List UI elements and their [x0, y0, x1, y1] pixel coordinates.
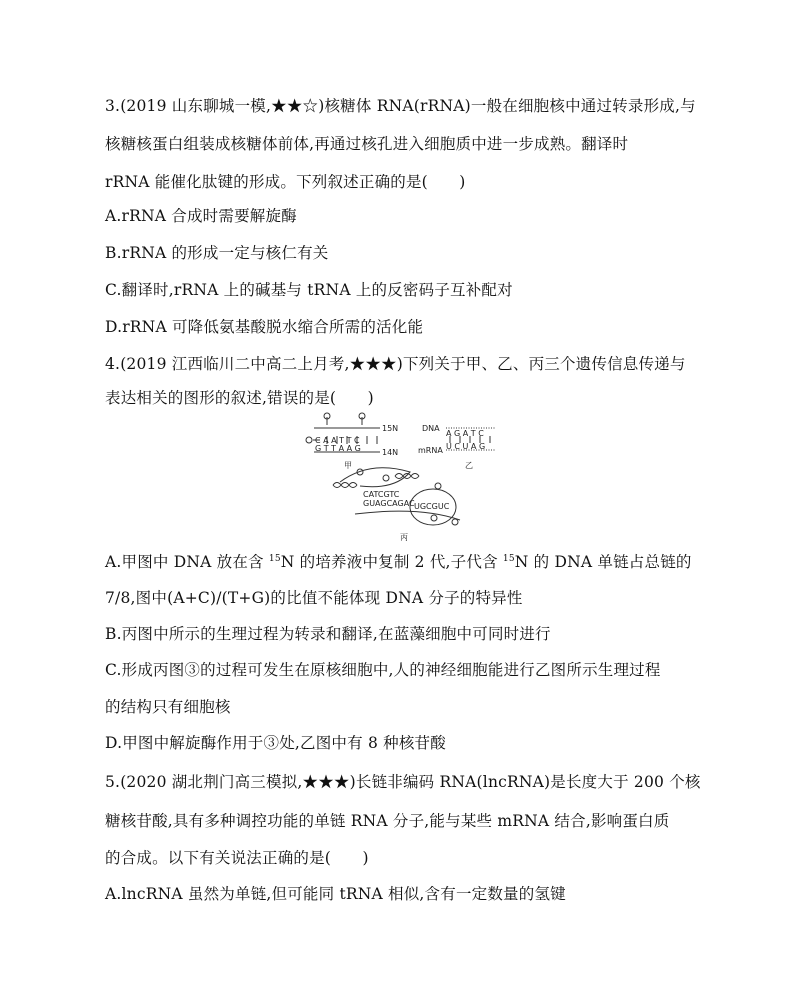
q3-stem-line-3: rRNA 能催化肽键的形成。下列叙述正确的是( ): [105, 173, 466, 191]
jia-bottom-strand: G T T A A G: [315, 444, 361, 453]
q5-option-a: A.lncRNA 虽然为单链,但可能同 tRNA 相似,含有一定数量的氢键: [105, 885, 566, 903]
bing-seq2: GUAGCAGAC: [363, 499, 415, 508]
q4-option-b: B.丙图中所示的生理过程为转录和翻译,在蓝藻细胞中可同时进行: [105, 625, 551, 643]
yi-mrna-label: mRNA: [418, 446, 443, 455]
q5-stem-line-1: 5.(2020 湖北荆门高三模拟,★★★)长链非编码 RNA(lncRNA)是长度大于 200 个核: [105, 773, 701, 791]
q4-option-c-line-1: C.形成丙图③的过程可发生在原核细胞中,人的神经细胞能进行乙图所示生理过程: [105, 661, 661, 679]
q4-option-a-line-1: A.甲图中 DNA 放在含 $^{15}$N 的培养液中复制 2 代,子代含 $^{15}$N 的 DNA 单链占总链的: [105, 553, 692, 571]
q5-stem-line-3: 的合成。以下有关说法正确的是( ): [105, 849, 369, 867]
q4-stem-line-2: 表达相关的图形的叙述,错误的是( ): [105, 389, 374, 407]
yi-dna-bases: A G A T C: [446, 429, 484, 438]
q3-stem-line-2: 核糖核蛋白组装成核糖体前体,再通过核孔进入细胞质中进一步成熟。翻译时: [105, 135, 629, 153]
jia-caption: 甲: [344, 461, 352, 470]
jia-top-label: 15N: [382, 424, 399, 433]
yi-mrna-bases: U C U A G: [446, 442, 486, 451]
yi-caption: 乙: [465, 461, 473, 470]
bing-seq1: CATCGTC: [363, 490, 400, 499]
q3-option-c: C.翻译时,rRNA 上的碱基与 tRNA 上的反密码子互补配对: [105, 281, 513, 299]
q4-figure: [300, 412, 515, 542]
q4-option-a-line-2: 7/8,图中(A+C)/(T+G)的比值不能体现 DNA 分子的特异性: [105, 589, 523, 607]
q4-stem-line-1: 4.(2019 江西临川二中高二上月考,★★★)下列关于甲、乙、丙三个遗传信息传递与: [105, 355, 686, 373]
yi-dna-label: DNA: [422, 424, 440, 433]
q3-stem-line-1: 3.(2019 山东聊城一模,★★☆)核糖体 RNA(rRNA)一般在细胞核中通过转录形成,与: [105, 97, 696, 115]
q3-option-a: A.rRNA 合成时需要解旋酶: [105, 207, 297, 225]
q5-stem-line-2: 糖核苷酸,具有多种调控功能的单链 RNA 分子,能与某些 mRNA 结合,影响蛋白质: [105, 812, 670, 830]
q4-option-c-line-2: 的结构只有细胞核: [105, 698, 231, 716]
jia-top-strand: C A A T T C: [315, 436, 360, 445]
q4-option-d: D.甲图中解旋酶作用于③处,乙图中有 8 种核苷酸: [105, 734, 446, 752]
bing-seq3: UGCGUC: [414, 502, 450, 511]
jia-bottom-label: 14N: [382, 448, 399, 457]
bing-caption: 丙: [400, 533, 408, 542]
q3-option-b: B.rRNA 的形成一定与核仁有关: [105, 244, 329, 262]
q3-option-d: D.rRNA 可降低氨基酸脱水缩合所需的活化能: [105, 318, 424, 336]
